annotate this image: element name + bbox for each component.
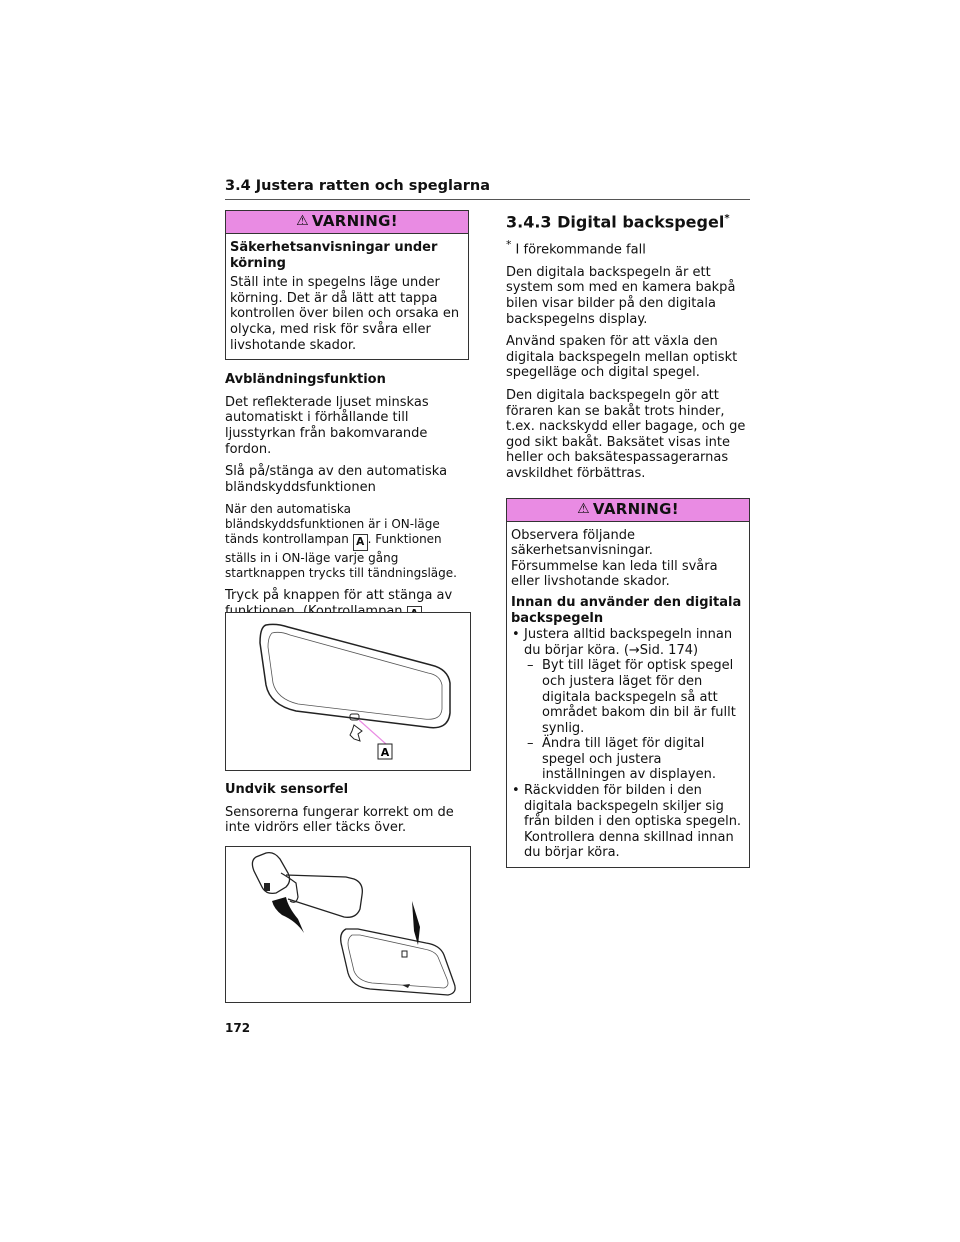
warning-header-text-2: VARNING! — [592, 499, 679, 518]
indicator-a-label: A — [353, 534, 368, 551]
indicator-note-b: . Funktionen ställs in i ON-läge varje gång startknappen trycks till tändningsläge. — [225, 532, 457, 581]
warning-title: Säkerhetsanvisningar under körning — [230, 240, 438, 271]
section-divider — [225, 199, 750, 200]
warning2-intro: Observera följande säkerhetsanvisningar. Försummelse kan leda till svåra eller livshotande skador. — [511, 527, 718, 590]
digital-mirror-title-text: 3.4.3 Digital backspegel — [506, 212, 725, 232]
sensor-heading: Undvik sensorfel — [225, 782, 349, 797]
digital-mirror-lever: Använd spaken för att växla den digitala backspegeln mellan optiskt spegelläge och digital spegel. — [506, 334, 738, 381]
anti-glare-toggle-heading: Slå på/stänga av den automatiska bländskyddsfunktionen — [225, 464, 448, 495]
indicator-note — [225, 502, 469, 581]
digital-mirror-intro: Den digitala backspegeln är ett system som med en kamera bakpå bilen visar bilder på den digitala backspegelns display. — [506, 264, 736, 327]
warning-text: Ställ inte in spegelns läge under körning. Det är då lätt att tappa kontrollen över bilen och orsaka en olycka, med risk för svåra eller livshotande skador. — [230, 275, 460, 353]
warning-header-text: VARNING! — [311, 212, 398, 231]
warning-triangle-icon-2: ⚠ — [577, 500, 590, 517]
warning2-dash-list — [524, 658, 743, 783]
left-column — [225, 210, 469, 646]
right-column — [506, 211, 750, 868]
warning-body — [226, 234, 468, 359]
anti-glare-heading: Avbländningsfunktion — [225, 372, 386, 388]
warning-header — [226, 211, 468, 234]
warning2-list — [511, 627, 743, 861]
title-footnote-star: * — [724, 213, 730, 224]
warning2-dash-1: – Byt till läget för optisk spegel och justera läget för den digitala backspegeln så att området bakom din bil är fullt synlig. — [524, 658, 743, 736]
footnote-text: I förekommande fall — [511, 242, 646, 258]
press-text-a: Tryck på knappen för att stänga av — [225, 588, 453, 604]
warning2-bullet-1-text: Justera alltid backspegeln innan du börjar köra. (→Sid. 174) — [524, 627, 733, 658]
sensor-section — [225, 782, 469, 843]
indicator-note-a: När den automatiska bländskyddsfunktionen är i ON-läge tänds kontrollampan — [225, 502, 440, 547]
warning-box-driving — [225, 210, 469, 360]
warning2-bullet-1 — [511, 627, 743, 783]
warning-header-2 — [507, 499, 749, 522]
sensor-illustration — [226, 847, 470, 1002]
mirror-illustration — [226, 613, 470, 770]
warning-triangle-icon: ⚠ — [296, 213, 309, 230]
warning2-subtitle: Innan du använder den digitala backspegeln — [511, 594, 742, 626]
digital-mirror-title — [506, 211, 750, 230]
footnote-star: * — [506, 237, 512, 251]
warning-box-digital-mirror — [506, 498, 750, 868]
figure-a-label: A — [380, 746, 390, 759]
sensor-text: Sensorerna fungerar korrekt om de inte vidrörs eller täcks över. — [225, 804, 454, 836]
anti-glare-description: Det reflekterade ljuset minskas automatiskt i förhållande till ljusstyrkan från bakomvarande fordon. — [225, 394, 429, 457]
mirror-indicator-figure — [225, 612, 471, 771]
warning2-dash-2: – Ändra till läget för digital spegel och justera inställningen av displayen. — [524, 736, 743, 783]
footnote — [506, 237, 750, 258]
section-header: 3.4 Justera ratten och speglarna — [225, 178, 491, 194]
digital-mirror-benefits: Den digitala backspegeln gör att föraren kan se bakåt trots hinder, t.ex. nackskydd eller bagage, och ge god sikt bakåt. Baksätet visas inte heller och baksätespassagerarnas avskildhet förbättras. — [506, 388, 746, 481]
sensor-figure — [225, 846, 471, 1003]
warning2-bullet-2: • Räckvidden för bilden i den digitala backspegeln skiljer sig från bilden i den optiska spegeln. Kontrollera denna skillnad innan du börjar köra. — [511, 783, 743, 861]
page-number: 172 — [225, 1021, 251, 1035]
warning-body-2 — [507, 522, 749, 867]
